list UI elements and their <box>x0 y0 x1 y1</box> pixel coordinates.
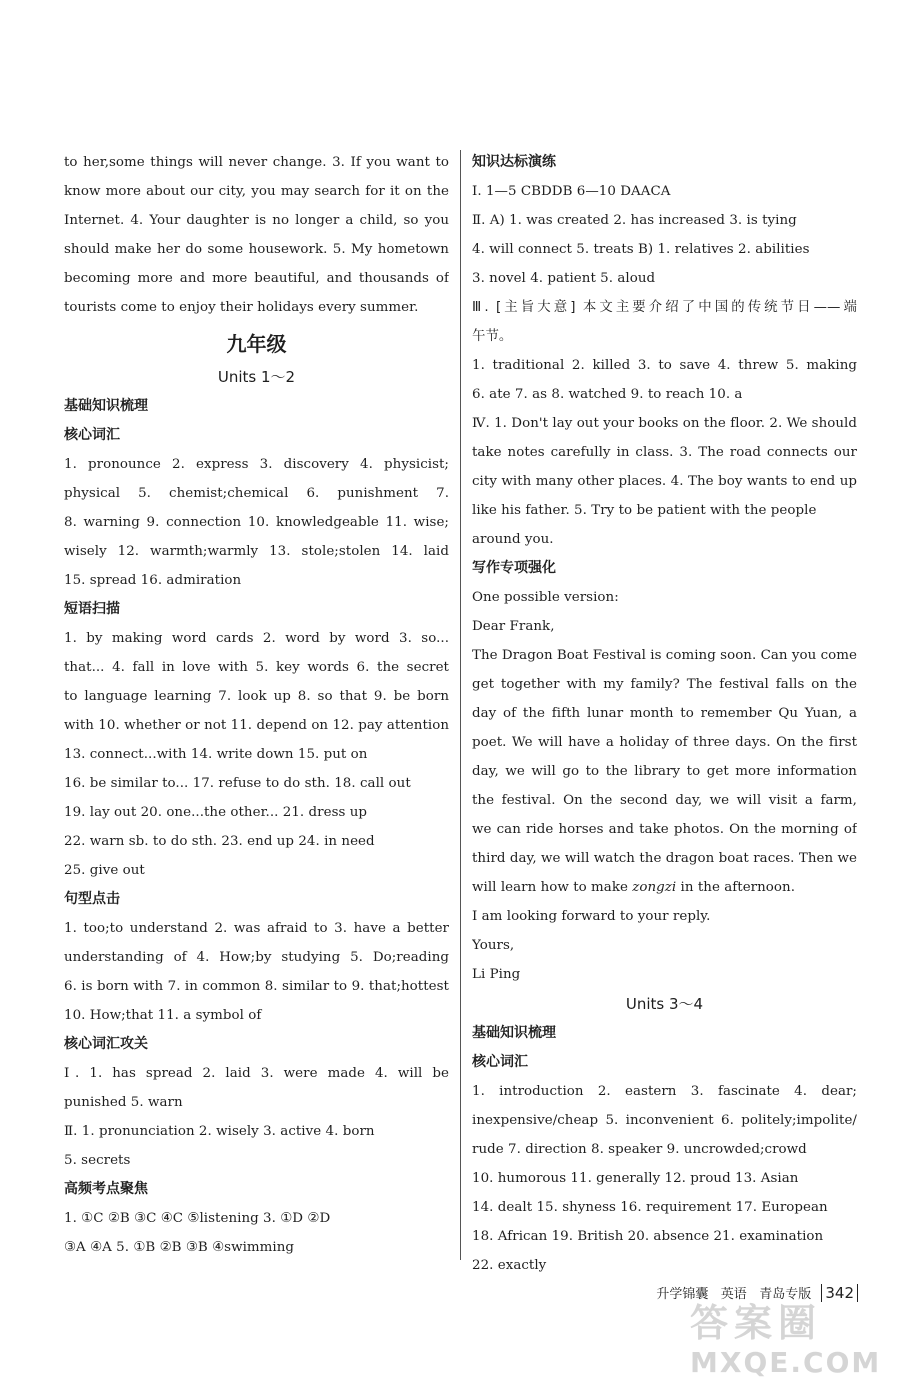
text-line: physical 5. chemist;chemical 6. punishment 7. <box>64 486 449 501</box>
text-line: 3. novel 4. patient 5. aloud <box>472 271 656 286</box>
page-number: 342 <box>821 1284 858 1302</box>
right-column <box>472 148 857 1280</box>
letter-line: day, we will go to the library to get more information <box>472 764 857 779</box>
text-line: Ⅳ. 1. Don't lay out your books on the floor. 2. We should <box>472 416 857 431</box>
text-line: rude 7. direction 8. speaker 9. uncrowded;crowd <box>472 1142 807 1157</box>
practice-answers <box>472 177 857 554</box>
text-line: Ⅱ. 1. pronunciation 2. wisely 3. active 4. born <box>64 1124 375 1139</box>
text-line: 22. warn sb. to do sth. 23. end up 24. in need <box>64 834 375 849</box>
text-line: 8. warning 9. connection 10. knowledgeable 11. wise; <box>64 515 449 530</box>
intro-paragraph <box>64 148 449 322</box>
focus-answers <box>64 1204 449 1262</box>
units-title: Units 3～4 <box>625 995 704 1013</box>
text-line: 14. dealt 15. shyness 16. requirement 17. European <box>472 1200 828 1215</box>
text-line: around you. <box>472 532 554 547</box>
text-line: Ⅰ. 1. has spread 2. laid 3. were made 4. will be <box>64 1066 449 1081</box>
text-line: 10. humorous 11. generally 12. proud 13. Asian <box>472 1171 799 1186</box>
text-line: understanding of 4. How;by studying 5. Do;reading <box>64 950 449 965</box>
section-heading-focus: 高频考点聚焦 <box>64 1181 148 1197</box>
left-column <box>64 148 449 1262</box>
summary-line: Ⅲ. [主旨大意] 本文主要介绍了中国的传统节日——端 <box>472 300 857 315</box>
text-line: Ⅱ. A) 1. was created 2. has increased 3. is tying <box>472 213 797 228</box>
footer-edition: 青岛专版 <box>759 1287 812 1302</box>
vocab-answers <box>64 450 449 595</box>
drill-answers <box>64 1059 449 1175</box>
text-line: 6. ate 7. as 8. watched 9. to reach 10. a <box>472 387 743 402</box>
text-line: 13. connect...with 14. write down 15. put on <box>64 747 368 762</box>
letter-line: The Dragon Boat Festival is coming soon. Can you come <box>472 648 857 663</box>
text-line: becoming more and more beautiful, and thousands of <box>64 271 449 286</box>
text-line: 18. African 19. British 20. absence 21. examination <box>472 1229 824 1244</box>
units-title: Units 1～2 <box>217 368 296 386</box>
letter-line: get together with my family? The festival falls on the <box>472 677 857 692</box>
footer-book-title: 升学锦囊 <box>656 1287 709 1302</box>
text-line: 1. traditional 2. killed 3. to save 4. threw 5. making <box>472 358 857 373</box>
text-line: to her,some things will never change. 3. If you want to <box>64 155 449 170</box>
sub-heading-vocab: 核心词汇 <box>64 427 120 443</box>
letter-closing: I am looking forward to your reply. <box>472 909 711 924</box>
text-line: tourists come to enjoy their holidays every summer. <box>64 300 419 315</box>
footer-subject: 英语 <box>720 1287 747 1302</box>
sub-heading-sentences: 句型点击 <box>64 891 120 907</box>
letter-line: the festival. On the second day, we will visit a farm, <box>472 793 857 808</box>
text-line: inexpensive/cheap 5. inconvenient 6. politely;impolite/ <box>472 1113 857 1128</box>
text-line: 1. by making word cards 2. word by word 3. so... <box>64 631 449 646</box>
text-line: city with many other places. 4. The boy wants to end up <box>472 474 857 489</box>
grade-title: 九年级 <box>226 332 287 356</box>
watermark-logo <box>690 1300 880 1385</box>
section-heading-basic: 基础知识梳理 <box>64 398 148 414</box>
text-line: 1. introduction 2. eastern 3. fascinate 4. dear; <box>472 1084 857 1099</box>
text-line: 19. lay out 20. one...the other... 21. dress up <box>64 805 368 820</box>
text-line: punished 5. warn <box>64 1095 183 1110</box>
text-line: 6. is born with 7. in common 8. similar to 9. that;hottest <box>64 979 449 994</box>
text-line: 25. give out <box>64 863 145 878</box>
text-line: take notes carefully in class. 3. The road connects our <box>472 445 857 460</box>
summary-line: 午节。 <box>472 329 513 344</box>
text-line: 1. too;to understand 2. was afraid to 3. have a better <box>64 921 449 936</box>
text-line: with 10. whether or not 11. depend on 12. pay attention <box>64 718 449 733</box>
text-line: 22. exactly <box>472 1258 547 1273</box>
letter-line: third day, we will watch the dragon boat races. Then we <box>472 851 857 866</box>
sub-heading-phrases: 短语扫描 <box>64 601 120 617</box>
text-line: 16. be similar to... 17. refuse to do sth. 18. call out <box>64 776 411 791</box>
letter-intro: One possible version: <box>472 590 619 605</box>
text-line: 1. pronounce 2. express 3. discovery 4. physicist; <box>64 457 449 472</box>
letter-salutation: Dear Frank, <box>472 619 555 634</box>
text-line: should make her do some housework. 5. My hometown <box>64 242 449 257</box>
section-heading-writing: 写作专项强化 <box>472 560 556 576</box>
letter-text: will learn how to make <box>472 880 633 895</box>
text-line: Internet. 4. Your daughter is no longer a child, so you <box>64 213 449 228</box>
text-line: to language learning 7. look up 8. so that 9. be born <box>64 689 449 704</box>
watermark-text-top: 答案圈 <box>690 1301 823 1345</box>
letter-italic-word: zongzi <box>632 880 677 895</box>
text-line: wisely 12. warmth;warmly 13. stole;stolen 14. laid <box>64 544 449 559</box>
phrase-answers <box>64 624 449 885</box>
sub-heading-vocab: 核心词汇 <box>472 1054 528 1070</box>
sentence-answers <box>64 914 449 1030</box>
letter-line: day of the fifth lunar month to remember Qu Yuan, a <box>472 706 857 721</box>
text-line: 4. will connect 5. treats B) 1. relatives 2. abilities <box>472 242 810 257</box>
section-heading-basic: 基础知识梳理 <box>472 1025 556 1041</box>
text-line: 5. secrets <box>64 1153 131 1168</box>
sample-letter <box>472 583 857 989</box>
letter-line <box>472 873 857 902</box>
letter-text: in the afternoon. <box>676 880 796 895</box>
watermark-text-bottom: MXQE.COM <box>690 1346 882 1379</box>
letter-signoff: Yours, <box>472 938 515 953</box>
section-heading-vocab-drill: 核心词汇攻关 <box>64 1036 148 1052</box>
text-line: like his father. 5. Try to be patient with the people <box>472 503 817 518</box>
letter-signature: Li Ping <box>472 967 521 982</box>
section-heading-practice: 知识达标演练 <box>472 154 556 170</box>
column-divider <box>460 150 461 1260</box>
letter-line: poet. We will have a holiday of three days. On the first <box>472 735 857 750</box>
text-line: Ⅰ. 1—5 CBDDB 6—10 DAACA <box>472 184 671 199</box>
text-line: know more about our city, you may search for it on the <box>64 184 449 199</box>
vocab-answers <box>472 1077 857 1280</box>
letter-line: we can ride horses and take photos. On the morning of <box>472 822 857 837</box>
text-line: ③A ④A 5. ①B ②B ③B ④swimming <box>64 1240 295 1255</box>
text-line: that... 4. fall in love with 5. key words 6. the secret <box>64 660 449 675</box>
text-line: 10. How;that 11. a symbol of <box>64 1008 262 1023</box>
text-line: 1. ①C ②B ③C ④C ⑤listening 3. ①D ②D <box>64 1211 331 1226</box>
text-line: 15. spread 16. admiration <box>64 573 242 588</box>
